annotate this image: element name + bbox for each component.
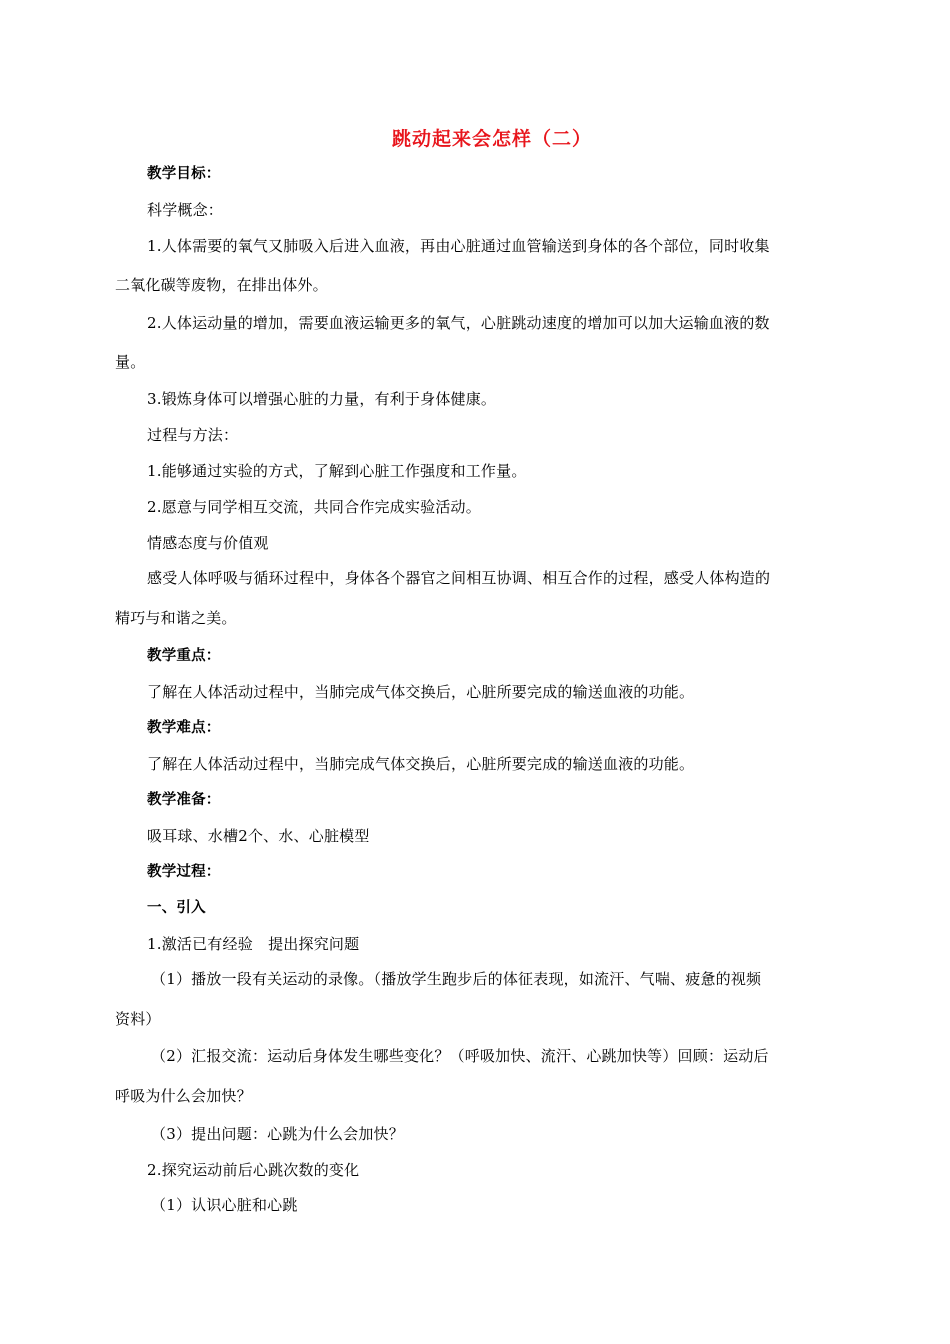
subheading-attitude-values: 情感态度与价值观 bbox=[147, 534, 269, 552]
paragraph-line: 感受人体呼吸与循环过程中，身体各个器官之间相互协调、相互合作的过程，感受人体构造的 bbox=[147, 569, 771, 587]
paragraph-line: 2.人体运动量的增加，需要血液运输更多的氧气，心脏跳动速度的增加可以加大运输血液的数 bbox=[147, 314, 770, 332]
paragraph-line: 呼吸为什么会加快？ bbox=[115, 1087, 252, 1105]
paragraph-line: 1.激活已有经验 提出探究问题 bbox=[147, 935, 360, 953]
paragraph-line: 了解在人体活动过程中，当肺完成气体交换后，心脏所要完成的输送血液的功能。 bbox=[147, 755, 695, 773]
heading-teaching-process: 教学过程： bbox=[147, 864, 221, 880]
paragraph-line: 吸耳球、水槽2个、水、心脏模型 bbox=[147, 827, 370, 845]
heading-introduction: 一、引入 bbox=[147, 900, 206, 916]
paragraph-line: 二氧化碳等废物，在排出体外。 bbox=[115, 276, 328, 294]
paragraph-line: 1.能够通过实验的方式，了解到心脏工作强度和工作量。 bbox=[147, 462, 527, 480]
paragraph-line: （1）认识心脏和心跳 bbox=[151, 1196, 298, 1214]
paragraph-line: （1）播放一段有关运动的录像。（播放学生跑步后的体征表现，如流汗、气喘、疲惫的视频 bbox=[151, 970, 762, 988]
paragraph-line: （2）汇报交流：运动后身体发生哪些变化？（呼吸加快、流汗、心跳加快等）回顾：运动后 bbox=[151, 1047, 769, 1065]
paragraph-line: 量。 bbox=[115, 353, 146, 371]
subheading-process-methods: 过程与方法： bbox=[147, 426, 239, 444]
heading-difficult-points: 教学难点： bbox=[147, 720, 221, 736]
paragraph-line: 资料） bbox=[115, 1010, 161, 1028]
paragraph-line: 了解在人体活动过程中，当肺完成气体交换后，心脏所要完成的输送血液的功能。 bbox=[147, 683, 695, 701]
subheading-science-concepts: 科学概念： bbox=[147, 201, 224, 219]
document-title: 跳动起来会怎样（二） bbox=[391, 128, 592, 150]
paragraph-line: 2.探究运动前后心跳次数的变化 bbox=[147, 1161, 360, 1179]
paragraph-line: 精巧与和谐之美。 bbox=[115, 609, 237, 627]
heading-key-points: 教学重点： bbox=[147, 648, 221, 664]
heading-teaching-goals: 教学目标： bbox=[147, 166, 221, 182]
paragraph-line: 2.愿意与同学相互交流，共同合作完成实验活动。 bbox=[147, 498, 481, 516]
heading-preparation: 教学准备： bbox=[147, 792, 221, 808]
paragraph-line: （3）提出问题：心跳为什么会加快？ bbox=[151, 1125, 404, 1143]
paragraph-line: 1.人体需要的氧气又肺吸入后进入血液，再由心脏通过血管输送到身体的各个部位，同时收集 bbox=[147, 237, 770, 255]
paragraph-line: 3.锻炼身体可以增强心脏的力量，有利于身体健康。 bbox=[147, 390, 497, 408]
